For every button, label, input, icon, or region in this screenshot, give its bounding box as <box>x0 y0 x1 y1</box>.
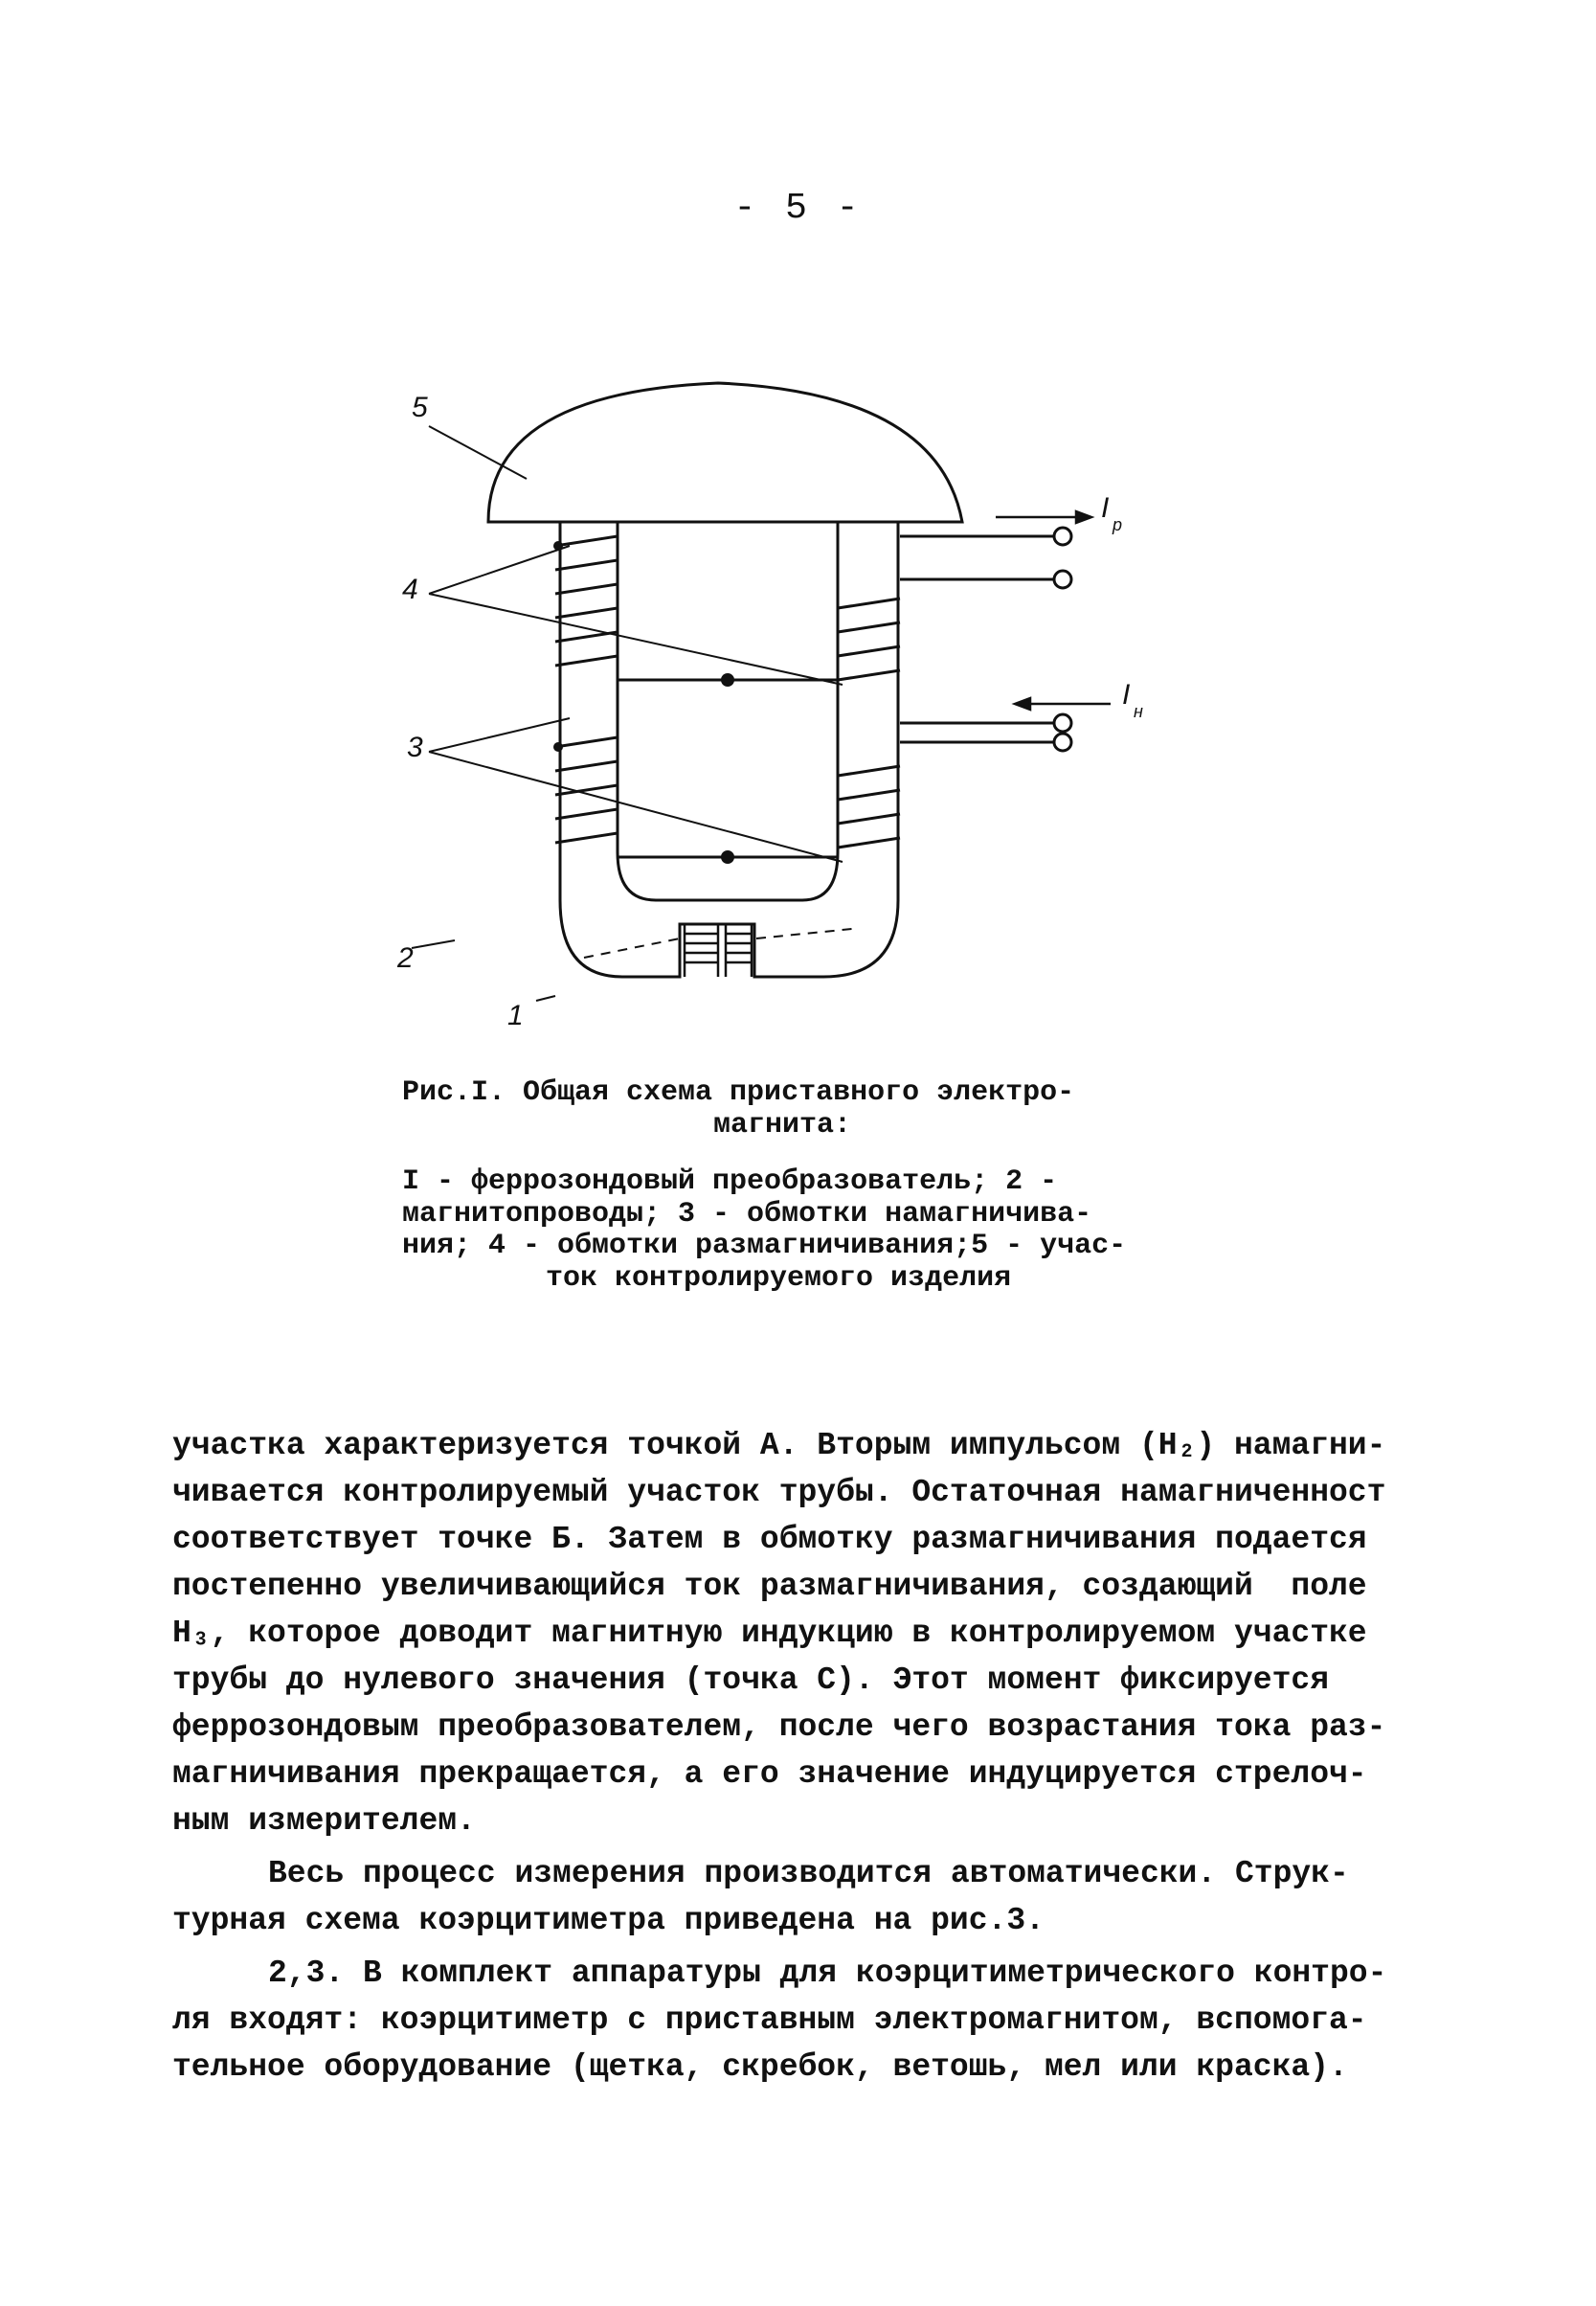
label-3: 3 <box>407 732 423 763</box>
caption-title <box>402 1077 1245 1142</box>
paragraph-line: участка характеризуется точкой А. Вторым импульсом (H₂) намагни- <box>172 1428 1386 1463</box>
figure-caption <box>383 1077 1245 1296</box>
label-2: 2 <box>397 942 414 974</box>
controlled-part-dome <box>488 383 962 522</box>
paragraph-line: 2,3. В комплект аппаратуры для коэрцитиметрического контро- <box>268 1956 1387 1991</box>
label-4: 4 <box>402 574 418 605</box>
caption-legend-line: ния; 4 - обмотки размагничивания;5 - учас- <box>402 1230 1127 1263</box>
caption-title-line: магнита: <box>713 1108 852 1142</box>
label-1: 1 <box>507 1000 524 1031</box>
caption-title-line: Рис.I. Общая схема приставного электро- <box>402 1076 1075 1109</box>
paragraph-line: H₃, которое доводит магнитную индукцию в контролируемом участке <box>172 1616 1367 1651</box>
paragraph-line: ным измерителем. <box>172 1803 476 1839</box>
page-number: - 5 - <box>733 188 863 229</box>
paragraph-line: тельное оборудование (щетка, скребок, ветошь, мел или краска). <box>172 2049 1348 2085</box>
body-text <box>172 1422 1446 2091</box>
caption-legend-line: I - феррозондовый преобразователь; 2 - <box>402 1165 1058 1199</box>
current-in-subscript: н <box>1134 702 1143 721</box>
caption-legend <box>402 1166 1245 1295</box>
ferroprobe-transducer <box>685 924 752 977</box>
paragraph-line: феррозондовым преобразователем, после чего возрастания тока раз- <box>172 1709 1386 1745</box>
caption-legend-line: магнитопроводы; 3 - обмотки намагничива- <box>402 1197 1092 1231</box>
paragraph-line: трубы до нулевого значения (точка С). Этот момент фиксируется <box>172 1662 1329 1698</box>
label-5: 5 <box>412 392 428 423</box>
paragraph-line: чивается контролируемый участок трубы. Остаточная намагниченност <box>172 1475 1386 1510</box>
magnetic-core-inner <box>618 522 838 900</box>
paragraph-line: Весь процесс измерения производится автоматически. Струк- <box>268 1856 1349 1891</box>
magnetic-core-outer <box>560 522 898 977</box>
current-in-label: I <box>1122 679 1131 711</box>
paragraph-line: ля входят: коэрцитиметр с приставным электромагнитом, вспомога- <box>172 2002 1367 2038</box>
paragraph-line: постепенно увеличивающийся ток размагничивания, создающий поле <box>172 1569 1367 1604</box>
paragraph-line: соответствует точке Б. Затем в обмотку размагничивания подается <box>172 1522 1367 1557</box>
electromagnet-diagram <box>397 354 1225 1044</box>
paragraph-line: магничивания прекращается, а его значение индуцируется стрелоч- <box>172 1756 1367 1792</box>
paragraph-line: турная схема коэрцитиметра приведена на рис.3. <box>172 1903 1045 1938</box>
caption-legend-line: ток контролируемого изделия <box>546 1261 1012 1295</box>
demagnetizing-coils <box>555 536 900 680</box>
current-ip-subscript: p <box>1113 515 1123 534</box>
current-ip-label: I <box>1101 492 1110 524</box>
terminals <box>1054 528 1071 751</box>
